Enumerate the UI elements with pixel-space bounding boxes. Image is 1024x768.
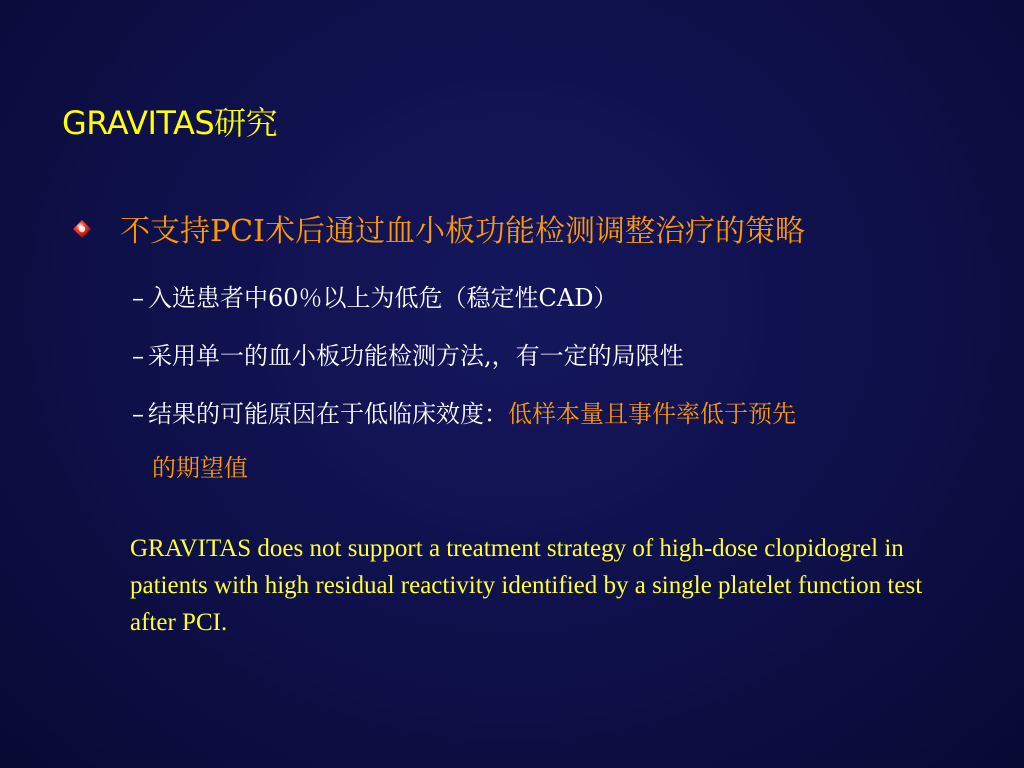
dash-marker: –: [132, 400, 144, 428]
red-diamond-bullet-icon: [72, 219, 92, 239]
dash-marker: –: [132, 284, 144, 312]
subpoint-2: [132, 336, 684, 371]
subpoint-text: 采用单一的血小板功能检测方法,，有一定的局限性: [148, 342, 684, 370]
subpoint-highlight: 低样本量且事件率低于预先: [508, 400, 796, 428]
subpoint-text: 结果的可能原因在于低临床效度：: [148, 400, 508, 428]
subpoint-3: [132, 394, 796, 429]
main-bullet-text: 不支持PCI术后通过血小板功能检测调整治疗的策略: [120, 214, 805, 249]
subpoint-3-continuation: 的期望值: [152, 454, 248, 482]
conclusion-text: GRAVITAS does not support a treatment strategy of high-dose clopidogrel in patients with high residual reactivity identified by a single platelet function test after PCI.: [130, 535, 923, 636]
subpoint-text: 入选患者中60％以上为低危（稳定性CAD）: [148, 284, 618, 312]
subpoint-1: [132, 278, 617, 313]
dash-marker: –: [132, 342, 144, 370]
slide-title: GRAVITAS研究: [62, 104, 278, 142]
main-bullet: [72, 206, 805, 250]
